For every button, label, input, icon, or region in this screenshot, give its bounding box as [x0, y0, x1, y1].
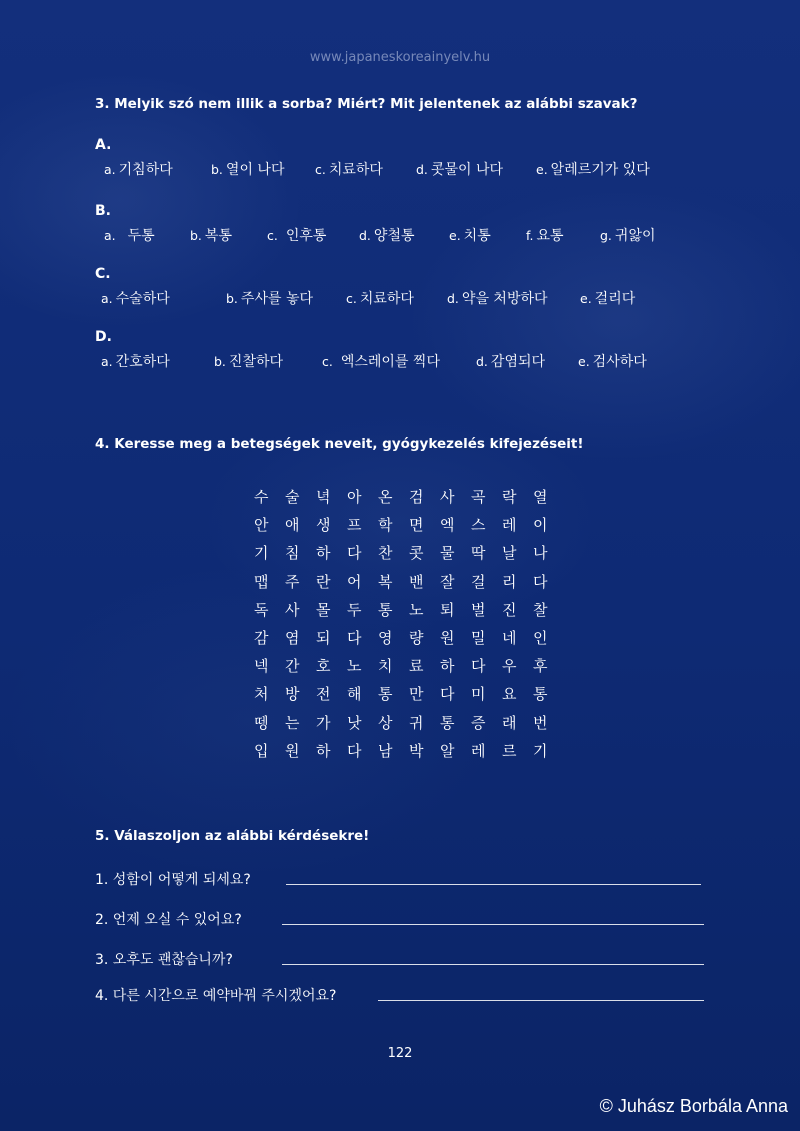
grid-cell: 찬: [378, 544, 393, 563]
grid-cell: 량: [409, 628, 424, 647]
grid-cell: 생: [316, 516, 331, 535]
group-b-option-e: e. 치통: [449, 228, 491, 244]
grid-cell: 가: [316, 713, 331, 732]
page-number: 122: [387, 1046, 413, 1061]
grid-cell: 래: [502, 713, 517, 732]
grid-cell: 온: [378, 488, 393, 506]
grid-cell: 넥: [254, 657, 269, 676]
group-d-letter: D.: [95, 329, 112, 345]
section5-title: 5. Válaszoljon az alábbi kérdésekre!: [95, 828, 370, 844]
group-c-option-a: a. 수술하다: [101, 291, 170, 307]
answer-line-3[interactable]: [282, 964, 704, 965]
grid-cell: 두: [347, 600, 362, 619]
grid-cell: 후: [533, 657, 548, 676]
grid-cell: 다: [533, 572, 548, 591]
grid-row: [254, 627, 564, 655]
word-search-grid: [254, 486, 564, 768]
grid-cell: 통: [378, 685, 393, 704]
grid-cell: 인: [533, 628, 548, 647]
grid-cell: 뗑: [254, 713, 269, 732]
grid-cell: 딱: [471, 544, 486, 563]
grid-cell: 아: [347, 488, 362, 506]
group-d-option-c: c. 엑스레이를 찍다: [322, 354, 440, 370]
grid-cell: 독: [254, 600, 269, 619]
grid-cell: 안: [254, 516, 269, 535]
copyright-notice: © Juhász Borbála Anna: [599, 1096, 788, 1116]
group-a-option-d: d. 콧물이 나다: [416, 162, 503, 178]
grid-cell: 벌: [471, 600, 486, 619]
grid-cell: 처: [254, 685, 269, 704]
grid-cell: 리: [502, 572, 517, 591]
grid-cell: 맵: [254, 572, 269, 591]
answer-line-2[interactable]: [282, 924, 704, 925]
group-c-option-d: d. 약을 처방하다: [447, 291, 548, 307]
group-d-option-a: a. 간호하다: [101, 354, 170, 370]
grid-cell: 방: [285, 685, 300, 704]
grid-cell: 술: [285, 488, 300, 506]
grid-cell: 밀: [471, 628, 486, 647]
question-2: 2. 언제 오실 수 있어요?: [95, 912, 242, 928]
question-3: 3. 오후도 괜찮습니까?: [95, 952, 233, 968]
grid-cell: 복: [378, 572, 393, 591]
answer-line-4[interactable]: [378, 1000, 704, 1001]
group-b-option-g: g. 귀앓이: [600, 228, 656, 244]
grid-cell: 걸: [471, 572, 486, 591]
grid-cell: 르: [502, 741, 517, 760]
grid-cell: 입: [254, 741, 269, 760]
grid-cell: 검: [409, 488, 424, 506]
grid-cell: 영: [378, 628, 393, 647]
grid-cell: 노: [347, 657, 362, 676]
group-c-letter: C.: [95, 266, 111, 282]
group-c-option-e: e. 걸리다: [580, 291, 636, 307]
grid-cell: 사: [440, 488, 455, 506]
grid-cell: 간: [285, 657, 300, 676]
grid-row: [254, 683, 564, 711]
grid-cell: 나: [533, 544, 548, 563]
grid-row: [254, 712, 564, 740]
group-a-option-e: e. 알레르기가 있다: [536, 162, 650, 178]
grid-cell: 곡: [471, 488, 486, 506]
grid-row: [254, 655, 564, 683]
grid-cell: 전: [316, 685, 331, 704]
grid-row: [254, 571, 564, 599]
grid-cell: 노: [409, 600, 424, 619]
grid-cell: 기: [254, 544, 269, 563]
grid-cell: 박: [409, 741, 424, 760]
grid-cell: 통: [533, 685, 548, 704]
grid-cell: 원: [440, 628, 455, 647]
grid-cell: 미: [471, 685, 486, 704]
grid-row: [254, 740, 564, 768]
grid-cell: 귀: [409, 713, 424, 732]
grid-cell: 콧: [409, 544, 424, 563]
grid-cell: 되: [316, 628, 331, 647]
section3-title: 3. Melyik szó nem illik a sorba? Miért? Mit jelentenek az alábbi szavak?: [95, 96, 638, 112]
group-b-option-d: d. 양철통: [359, 228, 415, 244]
group-b-option-c: c. 인후통: [267, 228, 327, 244]
grid-cell: 잘: [440, 572, 455, 591]
grid-cell: 수: [254, 488, 269, 506]
grid-cell: 만: [409, 685, 424, 704]
grid-cell: 다: [471, 657, 486, 676]
group-a-option-b: b. 열이 나다: [211, 162, 285, 178]
grid-cell: 몰: [316, 600, 331, 619]
group-a-option-c: c. 치료하다: [315, 162, 383, 178]
grid-cell: 염: [285, 628, 300, 647]
grid-cell: 엑: [440, 516, 455, 535]
grid-cell: 호: [316, 657, 331, 676]
grid-cell: 프: [347, 516, 362, 535]
grid-cell: 치: [378, 657, 393, 676]
grid-cell: 날: [502, 544, 517, 563]
grid-cell: 우: [502, 657, 517, 676]
group-b-option-f: f. 요통: [526, 228, 564, 244]
grid-cell: 감: [254, 628, 269, 647]
grid-cell: 원: [285, 741, 300, 760]
grid-cell: 찰: [533, 600, 548, 619]
grid-row: [254, 542, 564, 570]
grid-cell: 레: [502, 516, 517, 535]
grid-cell: 하: [316, 741, 331, 760]
grid-cell: 다: [347, 628, 362, 647]
website-url: www.japaneskoreainyelv.hu: [309, 50, 491, 65]
grid-cell: 밴: [409, 572, 424, 591]
grid-cell: 레: [471, 741, 486, 760]
grid-cell: 는: [285, 713, 300, 732]
group-d-option-b: b. 진찰하다: [214, 354, 284, 370]
question-1: 1. 성함이 어떻게 되세요?: [95, 872, 251, 888]
grid-cell: 통: [440, 713, 455, 732]
grid-cell: 하: [440, 657, 455, 676]
group-c-option-b: b. 주사를 놓다: [226, 291, 313, 307]
grid-cell: 증: [471, 713, 486, 732]
group-b-option-b: b. 복통: [190, 228, 232, 244]
group-a-letter: A.: [95, 137, 112, 153]
grid-cell: 해: [347, 685, 362, 704]
grid-cell: 번: [533, 713, 548, 732]
grid-cell: 어: [347, 572, 362, 591]
grid-cell: 스: [471, 516, 486, 535]
grid-cell: 기: [533, 741, 548, 760]
grid-row: [254, 514, 564, 542]
grid-cell: 열: [533, 488, 548, 506]
grid-cell: 물: [440, 544, 455, 563]
grid-cell: 낫: [347, 713, 362, 732]
grid-cell: 침: [285, 544, 300, 563]
grid-cell: 란: [316, 572, 331, 591]
grid-cell: 다: [347, 741, 362, 760]
group-d-option-d: d. 감염되다: [476, 354, 546, 370]
grid-cell: 퇴: [440, 600, 455, 619]
grid-row: [254, 486, 564, 514]
grid-cell: 락: [502, 488, 517, 506]
question-4: 4. 다른 시간으로 예약바꿔 주시겠어요?: [95, 988, 337, 1004]
grid-cell: 이: [533, 516, 548, 535]
group-c-option-c: c. 치료하다: [346, 291, 414, 307]
grid-cell: 남: [378, 741, 393, 760]
grid-cell: 면: [409, 516, 424, 535]
group-d-option-e: e. 검사하다: [578, 354, 647, 370]
section4-title: 4. Keresse meg a betegségek neveit, gyógykezelés kifejezéseit!: [95, 436, 584, 452]
grid-cell: 사: [285, 600, 300, 619]
grid-cell: 다: [440, 685, 455, 704]
grid-cell: 학: [378, 516, 393, 535]
group-a-option-a: a. 기침하다: [104, 162, 173, 178]
grid-cell: 하: [316, 544, 331, 563]
grid-cell: 상: [378, 713, 393, 732]
grid-cell: 주: [285, 572, 300, 591]
grid-cell: 애: [285, 516, 300, 535]
group-b-letter: B.: [95, 203, 111, 219]
grid-cell: 다: [347, 544, 362, 563]
grid-cell: 녁: [316, 488, 331, 506]
grid-cell: 요: [502, 685, 517, 704]
grid-cell: 통: [378, 600, 393, 619]
grid-cell: 알: [440, 741, 455, 760]
grid-cell: 료: [409, 657, 424, 676]
answer-line-1[interactable]: [286, 884, 701, 885]
grid-cell: 진: [502, 600, 517, 619]
grid-cell: 네: [502, 628, 517, 647]
grid-row: [254, 599, 564, 627]
group-b-option-a: a. 두통: [104, 228, 155, 244]
